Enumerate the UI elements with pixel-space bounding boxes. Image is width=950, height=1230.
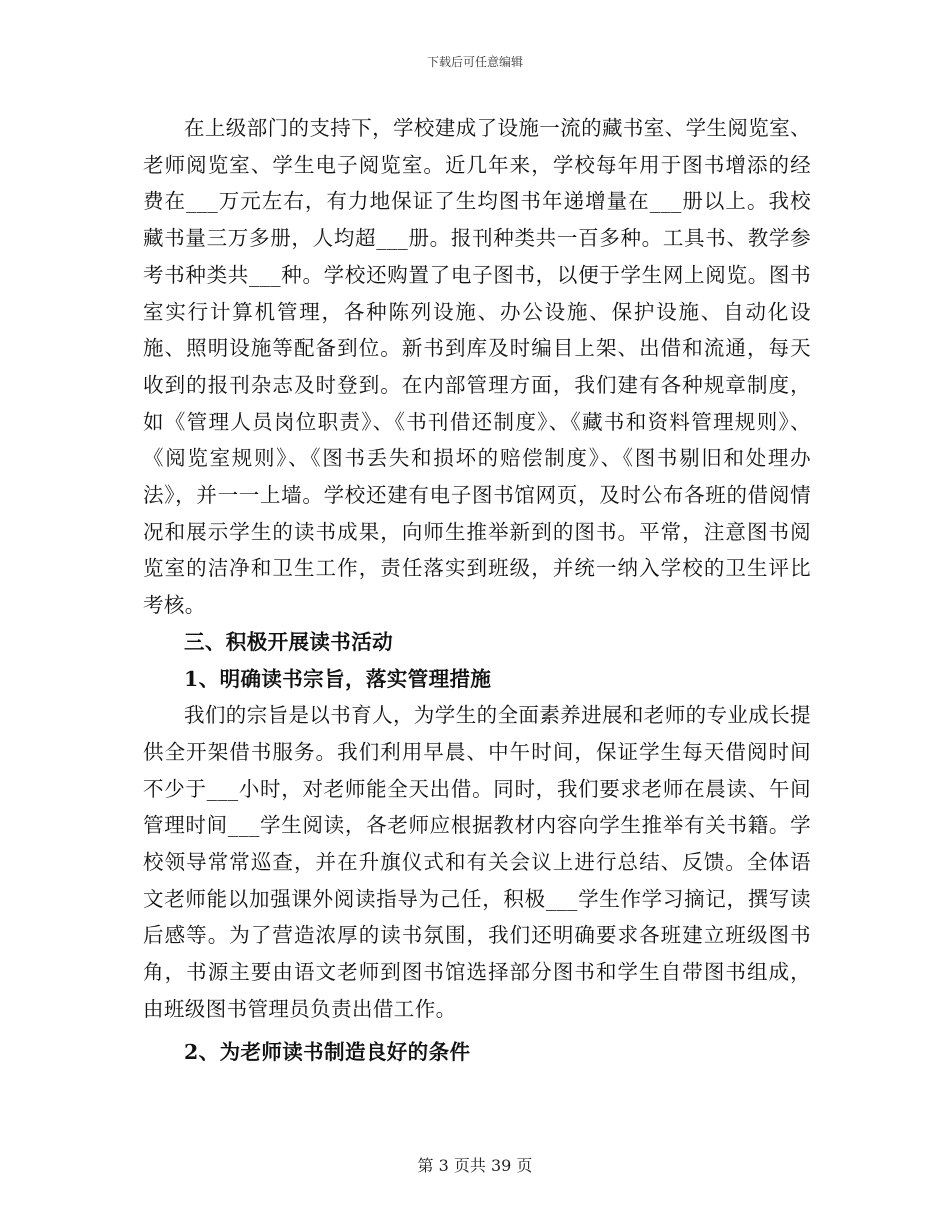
subheading-teacher-conditions: 2、为老师读书制造良好的条件: [184, 1039, 471, 1064]
subheading-reading-purpose: 1、明确读书宗旨，落实管理措施: [184, 666, 492, 691]
page-footer: 第 3 页共 39 页: [417, 1156, 533, 1175]
section-heading-reading-activities: 三、积极开展读书活动: [184, 629, 393, 654]
document-body: [143, 110, 811, 1070]
paragraph-reading-purpose: 我们的宗旨是以书育人，为学生的全面素养进展和老师的专业成长提供全开架借书服务。我们利用早晨、中午时间，保证学生每天借阅时间不少于___小时，对老师能全天出借。同时，我们要求老师在晨读、午间管理时间___学生阅读，各老师应根据教材内容向学生推举有关书籍。学校领导常常巡查，并在升旗仪式和有关会议上进行总结、反馈。全体语文老师能以加强课外阅读指导为己任，积极___学生作学习摘记，撰写读后感等。为了营造浓厚的读书氛围，我们还明确要求各班建立班级图书角，书源主要由语文老师到图书馆选择部分图书和学生自带图书组成，由班级图书管理员负责出借工作。: [143, 703, 811, 1021]
paragraph-library-facilities: 在上级部门的支持下，学校建成了设施一流的藏书室、学生阅览室、老师阅览室、学生电子阅览室。近几年来，学校每年用于图书增添的经费在___万元左右，有力地保证了生均图书年递增量在___册以上。我校藏书量三万多册，人均超___册。报刊种类共一百多种。工具书、教学参考书种类共___种。学校还购置了电子图书，以便于学生网上阅览。图书室实行计算机管理，各种陈列设施、办公设施、保护设施、自动化设施、照明设施等配备到位。新书到库及时编目上架、出借和流通，每天收到的报刊杂志及时登到。在内部管理方面，我们建有各种规章制度，如《管理人员岗位职责》、《书刊借还制度》、《藏书和资料管理规则》、《阅览室规则》、《图书丢失和损坏的赔偿制度》、《图书剔旧和处理办法》，并一一上墙。学校还建有电子图书馆网页，及时公布各班的借阅情况和展示学生的读书成果，向师生推举新到的图书。平常，注意图书阅览室的洁净和卫生工作，责任落实到班级，并统一纳入学校的卫生评比考核。: [143, 116, 811, 618]
page-header: 下载后可任意编辑: [426, 55, 523, 69]
